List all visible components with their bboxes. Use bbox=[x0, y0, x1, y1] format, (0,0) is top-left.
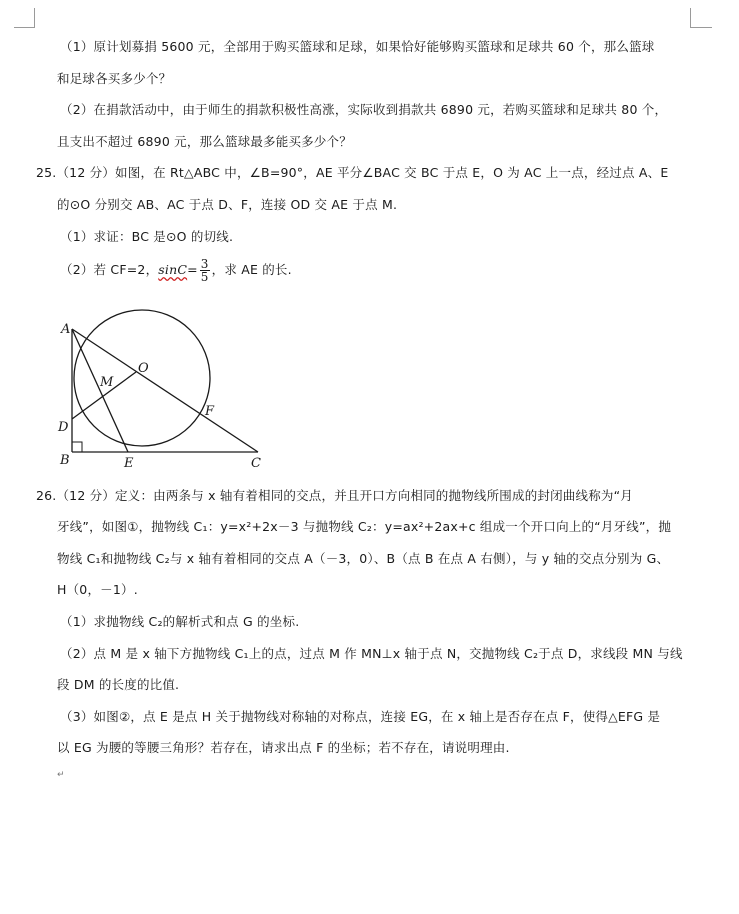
label-o: O bbox=[138, 361, 149, 376]
q25-part2-suffix: ，求 AE 的长. bbox=[211, 262, 292, 277]
crop-mark-top-right-v bbox=[690, 8, 691, 28]
q25-part2-sinc: sinC bbox=[158, 262, 188, 277]
q26-part3-line1: （3）如图②，点 E 是点 H 关于抛物线对称轴的对称点，连接 EG，在 x 轴上是否存在点 F，使得△EFG 是 bbox=[60, 709, 661, 724]
label-f: F bbox=[205, 404, 215, 419]
paragraph-mark: ↵ bbox=[57, 770, 65, 780]
q26-part1: （1）求抛物线 C₂的解析式和点 G 的坐标. bbox=[60, 614, 300, 629]
fraction-numerator: 3 bbox=[200, 257, 209, 271]
q26-part3-line2: 以 EG 为腰的等腰三角形？若存在，请求出点 F 的坐标；若不存在，请说明理由. bbox=[57, 740, 510, 755]
q26-line4: H（0，－1）. bbox=[57, 582, 138, 597]
q25-part2-fraction bbox=[200, 258, 210, 283]
crop-mark-top-left-v bbox=[34, 8, 35, 28]
q25-part2-prefix: （2）若 CF=2， bbox=[60, 262, 159, 277]
q25-part2 bbox=[60, 258, 292, 283]
crop-mark-top-right-h bbox=[690, 27, 712, 28]
label-a: A bbox=[61, 322, 71, 337]
q26-line3: 物线 C₁和抛物线 C₂与 x 轴有着相同的交点 A（－3，0）、B（点 B 在点 A 右侧），与 y 轴的交点分别为 G、 bbox=[57, 551, 670, 566]
q24-part1-line2-text: 和足球各买多少个？ bbox=[57, 71, 172, 86]
label-e: E bbox=[124, 456, 134, 471]
q26-part2-line1: （2）点 M 是 x 轴下方抛物线 C₁上的点，过点 M 作 MN⊥x 轴于点 N，交抛物线 C₂于点 D，求线段 MN 与线 bbox=[60, 646, 683, 661]
q24-part1-line1: （1）原计划募捐 5600 元，全部用于购买篮球和足球，如果恰好能够购买篮球和足球共 60 个，那么篮球 bbox=[60, 39, 655, 54]
q25-heading: 25.（12 分）如图，在 Rt△ABC 中，∠B=90°，AE 平分∠BAC 交 BC 于点 E，O 为 AC 上一点，经过点 A、E bbox=[36, 165, 669, 180]
fraction-denominator: 5 bbox=[200, 270, 209, 284]
q24-part2-line1: （2）在捐款活动中，由于师生的捐款积极性高涨，实际收到捐款共 6890 元，若购买篮球和足球共 80 个， bbox=[60, 102, 668, 117]
right-angle-mark bbox=[72, 442, 82, 452]
q26-part2-line2: 段 DM 的长度的比值. bbox=[57, 677, 180, 692]
label-b: B bbox=[60, 453, 70, 468]
q26-heading: 26.（12 分）定义：由两条与 x 轴有着相同的交点，并且开口方向相同的抛物线所围成的封闭曲线称为“月 bbox=[36, 488, 633, 503]
q25-part2-equals: = bbox=[187, 262, 198, 277]
q24-part1-line2 bbox=[57, 69, 171, 87]
label-c: C bbox=[251, 456, 261, 471]
q25-part1: （1）求证：BC 是⊙O 的切线. bbox=[60, 229, 234, 244]
q25-heading-line2: 的⊙O 分别交 AB、AC 于点 D、F，连接 OD 交 AE 于点 M. bbox=[57, 197, 398, 212]
q25-geometry-figure bbox=[50, 302, 340, 477]
label-d: D bbox=[58, 420, 69, 435]
label-m: M bbox=[100, 375, 114, 390]
crop-mark-top-left-h bbox=[14, 27, 34, 28]
q26-line2: 牙线”，如图①，抛物线 C₁：y=x²+2x－3 与抛物线 C₂：y=ax²+2ax+c 组成一个开口向上的“月牙线”，抛 bbox=[57, 519, 672, 534]
q24-part2-line2: 且支出不超过 6890 元，那么篮球最多能买多少个？ bbox=[57, 134, 352, 149]
